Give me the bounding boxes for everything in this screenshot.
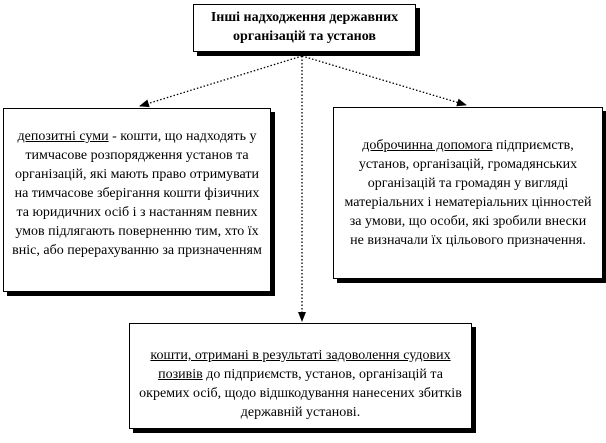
court-claims-text bbox=[130, 324, 471, 422]
arrow-to-left-box bbox=[140, 56, 302, 106]
charitable-aid-text bbox=[334, 108, 602, 250]
deposit-sums-box bbox=[3, 108, 271, 292]
root-title-line2: організацій та установ bbox=[233, 29, 376, 44]
court-claims-box bbox=[129, 323, 472, 429]
charitable-aid-box bbox=[333, 107, 603, 279]
court-claims-term: кошти, отримані в результаті задоволення судових позивів bbox=[150, 348, 451, 382]
root-box bbox=[193, 4, 416, 52]
deposit-sums-text bbox=[4, 109, 270, 260]
charitable-aid-description: підприємств, установ, організацій, громадянських організацій та громадян у вигляді матеріальних і нематеріальних цінностей за умови, що особи, які зробили внески не визначали їх цільового призначення. bbox=[344, 138, 592, 248]
court-claims-description: до підприємств, установ, організацій та окремих осіб, щодо відшкодування нанесених збитків державній установі. bbox=[139, 367, 462, 420]
charitable-aid-term: доброчинна допомога bbox=[362, 138, 493, 153]
root-title bbox=[194, 5, 415, 46]
deposit-sums-description: - кошти, що надходять у тимчасове розпорядження установ та організацій, які мають право отримувати на тимчасове зберігання кошти фізичних та юридичних осіб і з настанням певних умов підлягають поверненню тим, хто їх вніс, або перерахуванню за призначенням bbox=[12, 129, 262, 258]
arrow-to-right-box bbox=[302, 56, 466, 105]
deposit-sums-term: депозитні суми bbox=[17, 129, 109, 144]
root-title-line1: Інші надходження державних bbox=[210, 10, 399, 25]
